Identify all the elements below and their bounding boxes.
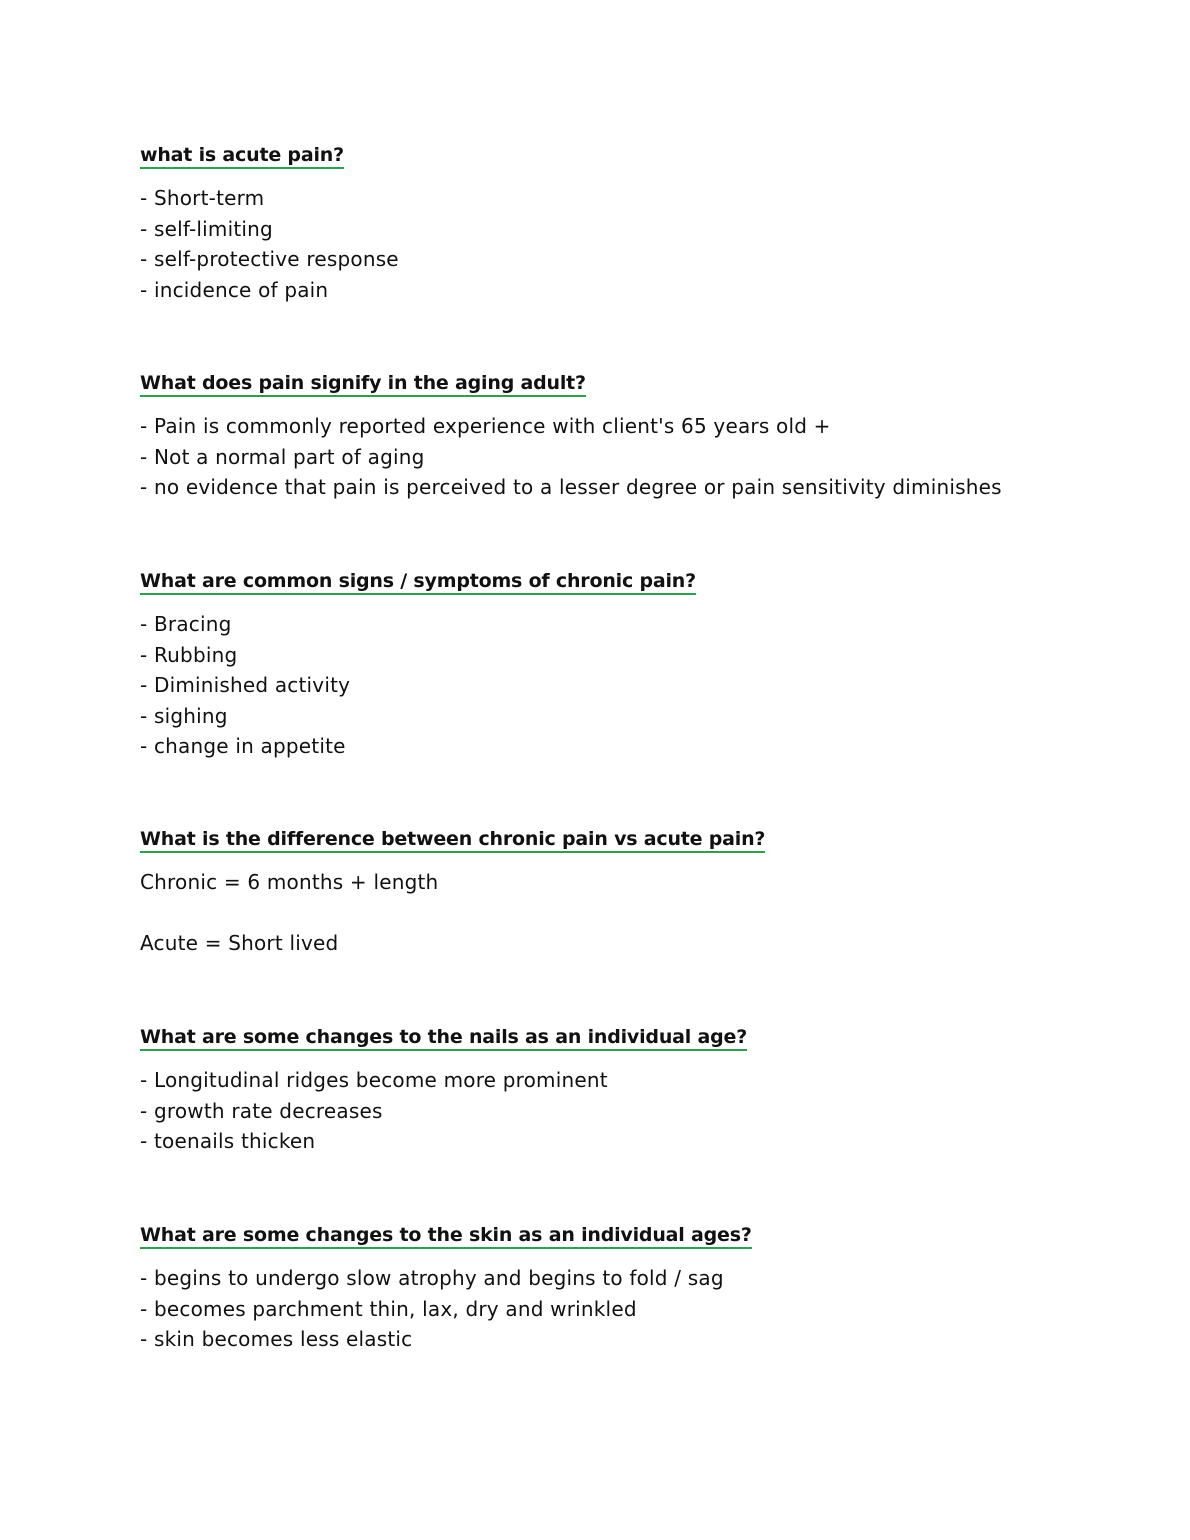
question-heading: What does pain signify in the aging adult? <box>140 371 586 397</box>
answer-line: - self-protective response <box>140 247 399 271</box>
flashcard-3 <box>140 569 1060 762</box>
flashcard-4 <box>140 827 1060 958</box>
answer-block <box>140 867 1060 958</box>
flashcard-2 <box>140 371 1060 503</box>
answer-line: - change in appetite <box>140 734 346 758</box>
answer-block <box>140 609 1060 762</box>
answer-line: Acute = Short lived <box>140 930 339 955</box>
answer-line: - begins to undergo slow atrophy and begins to fold / sag <box>140 1266 724 1290</box>
answer-block <box>140 411 1060 503</box>
answer-line: Chronic = 6 months + length <box>140 870 439 894</box>
answer-line: - Not a normal part of aging <box>140 444 425 469</box>
answer-gap <box>140 898 1060 928</box>
flashcard-5 <box>140 1025 1060 1157</box>
answer-line: - Longitudinal ridges become more prominent <box>140 1068 608 1092</box>
question-heading: What are common signs / symptoms of chronic pain? <box>140 569 696 595</box>
answer-line: - self-limiting <box>140 216 273 241</box>
question-heading: what is acute pain? <box>140 143 344 169</box>
question-heading: What is the difference between chronic pain vs acute pain? <box>140 827 765 853</box>
answer-line: - sighing <box>140 703 228 728</box>
question-heading: What are some changes to the nails as an individual age? <box>140 1025 747 1051</box>
answer-block <box>140 183 1060 305</box>
answer-block <box>140 1263 1060 1355</box>
answer-line: - Rubbing <box>140 642 238 667</box>
answer-line: - Short-term <box>140 186 265 210</box>
flashcard-6 <box>140 1223 1060 1355</box>
answer-line: - Diminished activity <box>140 673 351 697</box>
answer-line: - becomes parchment thin, lax, dry and wrinkled <box>140 1296 637 1321</box>
answer-line: - no evidence that pain is perceived to a lesser degree or pain sensitivity diminishes <box>140 475 1002 499</box>
answer-line: - toenails thicken <box>140 1129 316 1153</box>
answer-line: - Pain is commonly reported experience with client's 65 years old + <box>140 414 831 438</box>
answer-line: - skin becomes less elastic <box>140 1327 413 1351</box>
answer-line: - growth rate decreases <box>140 1098 383 1123</box>
question-heading: What are some changes to the skin as an individual ages? <box>140 1223 752 1249</box>
answer-line: - incidence of pain <box>140 277 329 302</box>
flashcard-1 <box>140 143 1060 305</box>
answer-line: - Bracing <box>140 612 232 636</box>
answer-block <box>140 1065 1060 1157</box>
